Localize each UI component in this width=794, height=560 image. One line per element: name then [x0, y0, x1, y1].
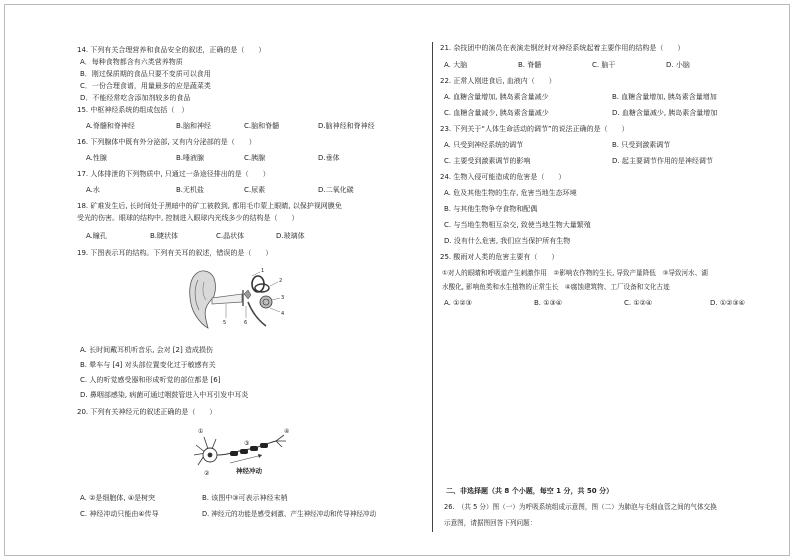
- ear-label-3: 3: [281, 295, 285, 301]
- q17-option-d: D.二氧化碳: [318, 186, 354, 194]
- q19-stem: 19. 下图表示耳的结构。下列有关耳的叙述，错误的是（ ）: [77, 249, 273, 257]
- q23-option-d: D. 起主要调节作用的是神经调节: [612, 157, 713, 165]
- q15-option-c: C.脑和脊髓: [244, 122, 280, 130]
- q18-line-1: 18. 矿难发生后, 长时间处于黑暗中的矿工被救到, 都用毛巾蒙上眼睛, 以保护视网膜免: [77, 202, 342, 210]
- q24-option-b: B. 与其他生物争夺食物和配偶: [444, 205, 538, 213]
- q16-option-b: B.唾液腺: [176, 154, 205, 162]
- neuron-label-4: ④: [284, 428, 290, 435]
- ear-label-2: 2: [279, 278, 283, 284]
- q25-line-2: 水酸化, 影响鱼类和水生植物的正常生长 ④腐蚀建筑物、工厂设备和文化古迹: [442, 283, 670, 291]
- ear-label-6: 6: [244, 320, 248, 326]
- q14-stem: 14. 下列有关合理营养和食品安全的叙述，正确的是（ ）: [77, 46, 266, 54]
- q24-option-c: C. 与当地生物相互杂交, 致使当地生物大量繁殖: [444, 221, 591, 229]
- q14-option-a: A．每种食物都含有六类营养物质: [80, 58, 183, 66]
- q21-option-b: B. 脊髓: [518, 61, 542, 69]
- q18-option-c: C.晶状体: [216, 232, 245, 240]
- q18-option-a: A.瞳孔: [86, 232, 107, 240]
- section-2-heading: 二、非选择题（共 8 个小题，每空 1 分，共 50 分）: [446, 487, 614, 495]
- q16-stem: 16. 下列腺体中既有外分泌部, 又有内分泌部的是（ ）: [77, 138, 256, 146]
- q14-option-d: D．不能经常吃含添加剂较多的食品: [80, 94, 191, 102]
- q23-option-b: B. 只受到激素调节: [612, 141, 671, 149]
- q25-option-b: B. ①③④: [534, 299, 563, 307]
- neuron-label-2: ②: [204, 470, 210, 477]
- neuron-figure: [190, 425, 300, 483]
- ear-label-5: 5: [223, 320, 227, 326]
- q17-option-c: C.尿素: [244, 186, 266, 194]
- q24-option-a: A. 危及其他生物的生存, 危害当地生态环境: [444, 189, 577, 197]
- q20-option-d: D. 神经元的功能是感受刺激、产生神经冲动和传导神经冲动: [202, 510, 377, 518]
- q25-stem: 25. 酸雨对人类的危害主要有（ ）: [440, 253, 559, 261]
- q23-option-a: A. 只受到神经系统的调节: [444, 141, 524, 149]
- q22-option-b: B. 血糖含量增加, 胰岛素含量增加: [612, 93, 717, 101]
- q26-line-1: 26. （共 5 分）图（一）为呼吸系统组成示意图，图（二）为肺泡与毛细血管之间的气体交换: [444, 503, 717, 511]
- q26-line-2: 示意图，请据图回答下列问题：: [444, 519, 537, 527]
- q15-option-b: B.脑和神经: [176, 122, 212, 130]
- q19-option-c: C. 人的听觉感受器和形成听觉的部位都是 [6]: [80, 376, 221, 384]
- q22-option-c: C. 血糖含量减少, 胰岛素含量减少: [444, 109, 549, 117]
- q17-option-b: B.无机盐: [176, 186, 205, 194]
- q24-stem: 24. 生物入侵可能造成的危害是（ ）: [440, 173, 566, 181]
- q25-option-d: D. ①②③④: [710, 299, 745, 307]
- q24-option-d: D. 没有什么危害, 我们应当保护所有生物: [444, 237, 571, 245]
- q15-option-a: A.脊髓和脊神经: [86, 122, 135, 130]
- q17-option-a: A.水: [86, 186, 100, 194]
- q15-option-d: D.脑神经和脊神经: [318, 122, 375, 130]
- neuron-label-3: ③: [244, 440, 250, 447]
- q21-stem: 21. 杂技团中的演员在表演走钢丝时对神经系统起着主要作用的结构是（ ）: [440, 44, 685, 52]
- q20-option-b: B. 该图中③可表示神经末梢: [202, 494, 288, 502]
- q19-option-a: A. 长时间戴耳机听音乐, 会对 [2] 造成损伤: [80, 346, 213, 354]
- q14-option-b: B．刚过保质期的食品只要不变质可以食用: [80, 70, 211, 78]
- q16-option-d: D.垂体: [318, 154, 340, 162]
- q22-option-a: A. 血糖含量增加, 胰岛素含量减少: [444, 93, 549, 101]
- q16-option-c: C.胰腺: [244, 154, 266, 162]
- neuron-caption: 神经冲动: [236, 467, 262, 475]
- q21-option-c: C. 脑干: [592, 61, 616, 69]
- ear-structure-figure: [186, 262, 286, 334]
- q22-option-d: D. 血糖含量减少, 胰岛素含量增加: [612, 109, 718, 117]
- q17-stem: 17. 人体排泄的下列物质中, 只通过一条途径排出的是（ ）: [77, 170, 270, 178]
- q20-stem: 20. 下列有关神经元的叙述正确的是（ ）: [77, 408, 217, 416]
- ear-label-4: 4: [281, 311, 285, 317]
- q19-option-d: D. 鼻咽部感染, 病菌可通过咽鼓管进入中耳引发中耳炎: [80, 391, 249, 399]
- q16-option-a: A.性腺: [86, 154, 107, 162]
- q18-option-d: D.玻璃体: [276, 232, 305, 240]
- ear-label-1: 1: [261, 268, 265, 274]
- q25-line-1: ①对人的眼睛和呼吸道产生刺激作用 ②影响农作物的生长, 导致产量降低 ③导致河水、湖: [442, 269, 708, 277]
- q20-option-a: A. ②是细胞体, ④是树突: [80, 494, 156, 502]
- q25-option-c: C. ①②④: [624, 299, 653, 307]
- q21-option-d: D. 小脑: [666, 61, 690, 69]
- q14-option-c: C．一份合理食谱，用量最多的应是蔬菜类: [80, 82, 211, 90]
- q21-option-a: A. 大脑: [444, 61, 468, 69]
- q18-option-b: B.睫状体: [150, 232, 179, 240]
- q25-option-a: A. ①②③: [444, 299, 472, 307]
- q23-option-c: C. 主要受到激素调节的影响: [444, 157, 531, 165]
- q19-option-b: B. 晕车与 [4] 对头部位置变化过于敏感有关: [80, 361, 216, 369]
- q20-option-c: C. 神经冲动只能由④传导: [80, 510, 159, 518]
- column-divider: [432, 42, 433, 532]
- q23-stem: 23. 下列关于“人体生命活动的调节”的说法正确的是（ ）: [440, 125, 629, 133]
- q18-line-2: 受光的伤害。眼球的结构中, 控制进入眼球内光线多少的结构是（ ）: [77, 214, 299, 222]
- q15-stem: 15. 中枢神经系统的组成包括（ ）: [77, 106, 189, 114]
- neuron-label-1: ①: [198, 428, 204, 435]
- q22-stem: 22. 正常人刚进食后, 血液内（ ）: [440, 77, 556, 85]
